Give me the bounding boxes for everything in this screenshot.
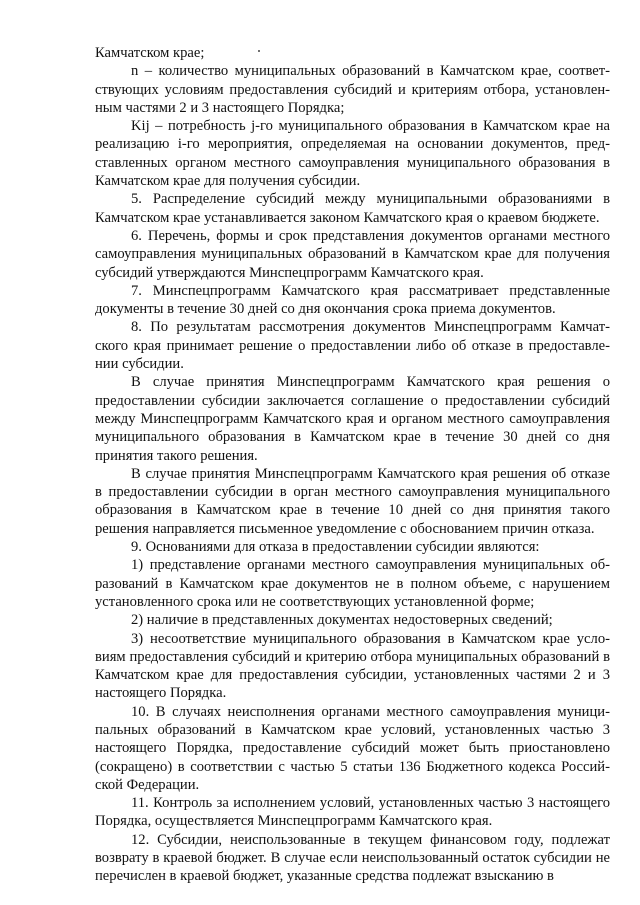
paragraph-clause-8-approval: В случае принятия Минспецпрограмм Камчатского края решения о предоставлении субсидии заключается соглашение о предоставлении субсидий между Минспецпрограмм Камчатского края и органом местного самоуправления муниципального образования в Камчатском крае в течение 30 дней со дня принятия такого решения. — [95, 374, 610, 464]
paragraph-clause-8-refusal: В случае принятия Минспецпрограмм Камчатского края решения об отказе в предоставлении субсидии в орган местного самоуправления муниципального образования в Камчатском крае в течение 10 дней со дня принятия такого решения направляется письменное уведомление с обоснованием причин отказа. — [95, 465, 610, 537]
paragraph-kij-definition: Kij – потребность j-го муниципального образования в Камчатском крае на реализацию i-го мероприятия, определяемая на основании документов, представленных органом местного самоуправления муниципального образования в Камчатском крае для получения субсидии. — [95, 118, 610, 190]
paragraph-clause-11: 11. Контроль за исполнением условий, установленных частью 3 настоящего Порядка, осуществляется Минспецпрограмм Камчатского края. — [95, 795, 610, 830]
paragraph-clause-9-item-3: 3) несоответствие муниципального образования в Камчатском крае условиям предоставления субсидий и критерию отбора муниципальных образований в Камчатском крае для предоставления субсидии, установленных частями 2 и 3 настоящего Порядка. — [95, 630, 610, 702]
paragraph-n-definition: n – количество муниципальных образований в Камчатском крае, соответствующих условиям предоставления субсидий и критериям отбора, установленным частями 2 и 3 настоящего Порядка; — [95, 63, 610, 116]
paragraph-clause-9: 9. Основаниями для отказа в предоставлении субсидии являются: — [131, 539, 540, 556]
paragraph-clause-12: 12. Субсидии, неиспользованные в текущем финансовом году, подлежат возврату в краевой бюджет. В случае если неиспользованный остаток субсидии не перечислен в краевой бюджет, указанные средства подлежат взысканию в — [95, 831, 610, 885]
paragraph-clause-10: 10. В случаях неисполнения органами местного самоуправления муниципальных образований в Камчатском крае условий, установленных частью 3 настоящего Порядка, предоставление субсидий может быть приостановлено (сокращено) в соответствии с частью 5 статьи 136 Бюджетного кодекса Российской Федерации. — [95, 703, 610, 793]
paragraph-clause-9-item-1: 1) представление органами местного самоуправления муниципальных образований в Камчатском крае документов не в полном объеме, с нарушением установленного срока или не соответствующих установленной форме; — [95, 557, 610, 610]
paragraph-continuation: Камчатском крае; — [95, 45, 205, 61]
paragraph-clause-8: 8. По результатам рассмотрения документов Минспецпрограмм Камчатского края принимает решение о предоставлении либо об отказе в предоставлении субсидии. — [95, 319, 610, 373]
paragraph-clause-7: 7. Минспецпрограмм Камчатского края рассматривает представленные документы в течение 30 дней со дня окончания срока приема документов. — [95, 282, 610, 318]
paragraph-clause-6: 6. Перечень, формы и срок представления документов органами местного самоуправления муниципальных образований в Камчатском крае для получения субсидий утверждаются Минспецпрограмм Камчатского края. — [95, 227, 610, 281]
paragraph-clause-5: 5. Распределение субсидий между муниципальными образованиями в Камчатском крае устанавливается законом Камчатского края о краевом бюджете. — [95, 191, 610, 226]
paragraph-clause-9-item-2: 2) наличие в представленных документах недостоверных сведений; — [131, 612, 553, 629]
document-page — [95, 44, 610, 886]
